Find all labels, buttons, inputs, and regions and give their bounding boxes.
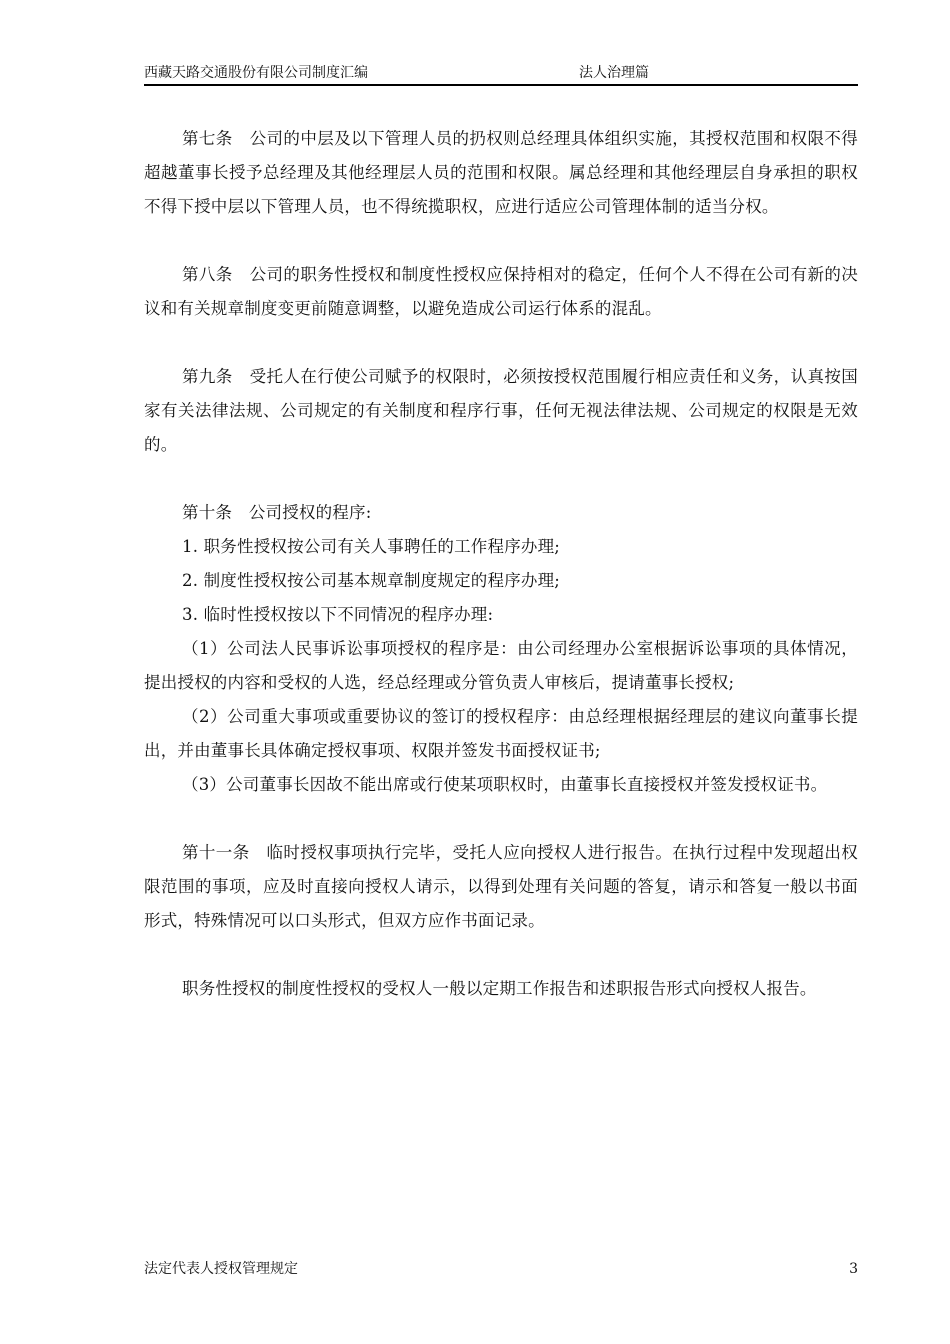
paragraph-spacer: [144, 224, 858, 258]
footer-document-name: 法定代表人授权管理规定: [144, 1261, 298, 1277]
paragraph-spacer: [144, 802, 858, 836]
article-10-item-3: 3. 临时性授权按以下不同情况的程序办理:: [182, 605, 494, 624]
header-document-title: 西藏天路交通股份有限公司制度汇编: [144, 65, 368, 81]
closing-paragraph: 职务性授权的制度性授权的受权人一般以定期工作报告和述职报告形式向授权人报告。: [182, 979, 817, 998]
article-10-subitem-1: （1）公司法人民事诉讼事项授权的程序是：由公司经理办公室根据诉讼事项的具体情况，提出授权的内容和受权的人选，经总经理或分管负责人审核后，提请董事长授权;: [144, 639, 858, 692]
article-10-item-1: 1. 职务性授权按公司有关人事聘任的工作程序办理;: [182, 537, 561, 556]
article-10-item-2: 2. 制度性授权按公司基本规章制度规定的程序办理;: [182, 571, 561, 590]
article-11: 第十一条 临时授权事项执行完毕，受托人应向授权人进行报告。在执行过程中发现超出权限范围的事项，应及时直接向授权人请示，以得到处理有关问题的答复，请示和答复一般以书面形式，特殊情况可以口头形式，但双方应作书面记录。: [144, 843, 858, 930]
paragraph-spacer: [144, 462, 858, 496]
article-8: 第八条 公司的职务性授权和制度性授权应保持相对的稳定，任何个人不得在公司有新的决议和有关规章制度变更前随意调整，以避免造成公司运行体系的混乱。: [144, 265, 858, 318]
header-divider: [144, 84, 858, 86]
paragraph-spacer: [144, 326, 858, 360]
article-10-subitem-2: （2）公司重大事项或重要协议的签订的授权程序：由总经理根据经理层的建议向董事长提出，并由董事长具体确定授权事项、权限并签发书面授权证书;: [144, 707, 858, 760]
article-10-title: 第十条 公司授权的程序:: [182, 503, 372, 522]
article-7: 第七条 公司的中层及以下管理人员的扔权则总经理具体组织实施，其授权范围和权限不得超越董事长授予总经理及其他经理层人员的范围和权限。属总经理和其他经理层自身承担的职权不得下授中层以下管理人员，也不得统揽职权，应进行适应公司管理体制的适当分权。: [144, 129, 858, 216]
article-10-subitem-3: （3）公司董事长因故不能出席或行使某项职权时，由董事长直接授权并签发授权证书。: [182, 775, 828, 794]
page-number: 3: [849, 1261, 858, 1277]
page-header: [144, 64, 858, 86]
document-body: [144, 122, 858, 1006]
paragraph-spacer: [144, 938, 858, 972]
article-9: 第九条 受托人在行使公司赋予的权限时，必须按授权范围履行相应责任和义务，认真按国家有关法律法规、公司规定的有关制度和程序行事，任何无视法律法规、公司规定的权限是无效的。: [144, 367, 858, 454]
header-section-title: 法人治理篇: [579, 65, 649, 81]
